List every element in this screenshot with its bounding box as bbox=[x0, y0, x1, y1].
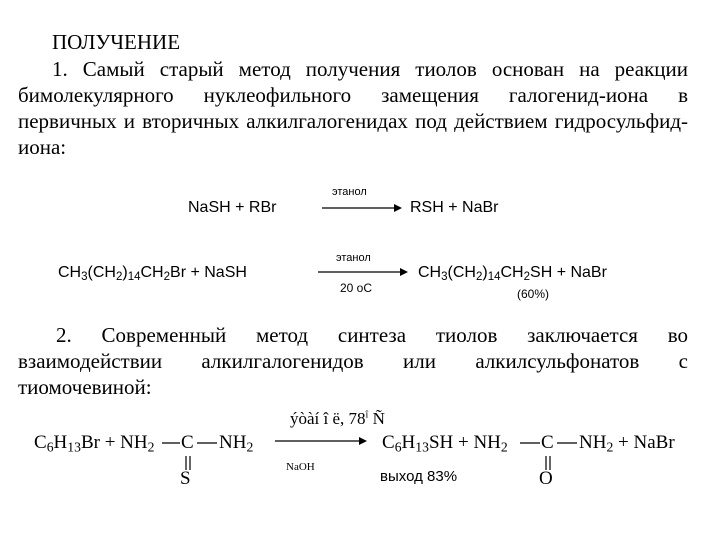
reaction2-temperature: 20 оС bbox=[340, 281, 373, 295]
reaction3-reactants: $C_6H_{13}Br + NH_2$ bbox=[34, 432, 155, 455]
section-heading: ПОЛУЧЕНИЕ bbox=[52, 30, 181, 54]
thiourea-amine: $NH_2$ bbox=[219, 432, 254, 455]
urea-amine-and-nabr: $NH_2$ + NaBr bbox=[579, 432, 675, 455]
reaction1-reactants: NaSH + RBr bbox=[188, 199, 277, 216]
paragraph-method-2: 2. Современный метод синтеза тиолов заключается во взаимодействии алкилгалогенидов или алкилсульфонатов с тиомочевиной: bbox=[18, 323, 688, 399]
reaction3-arrow bbox=[275, 435, 367, 447]
reaction2-reactants: $CH_3(CH_2)_{14}CH_2Br$ + NaSH bbox=[58, 264, 247, 283]
reaction3-condition: ýòàí î ë, $78^î$ Ñ bbox=[290, 409, 385, 428]
reaction1-condition: этанол bbox=[332, 186, 367, 198]
urea-oxygen: O bbox=[539, 468, 553, 489]
reaction2-arrow bbox=[318, 266, 408, 278]
urea-carbon: C bbox=[541, 432, 554, 453]
thiourea-carbon: C bbox=[181, 432, 194, 453]
reaction3-yield: выход 83% bbox=[380, 468, 458, 485]
paragraph-method-1: 1. Самый старый метод получения тиолов основан на реакции бимолекулярного нуклеофильного замещения галогенид-иона в первичных и вторичных алкилгалогенидах под действием гидросульфид-иона: bbox=[18, 57, 688, 159]
reaction2-products: $CH_3(CH_2)_{14}CH_2SH$ + NaBr bbox=[418, 264, 607, 283]
reaction1-products: RSH + NaBr bbox=[410, 199, 499, 216]
reaction2-yield: (60%) bbox=[517, 287, 550, 301]
reaction3-base: NaOH bbox=[286, 461, 315, 473]
reaction2-solvent: этанол bbox=[336, 252, 371, 264]
thiourea-sulfur: S bbox=[180, 468, 191, 489]
reaction1-arrow bbox=[322, 202, 402, 214]
reaction3-products: $C_6H_{13}SH + NH_2$ bbox=[382, 432, 508, 455]
